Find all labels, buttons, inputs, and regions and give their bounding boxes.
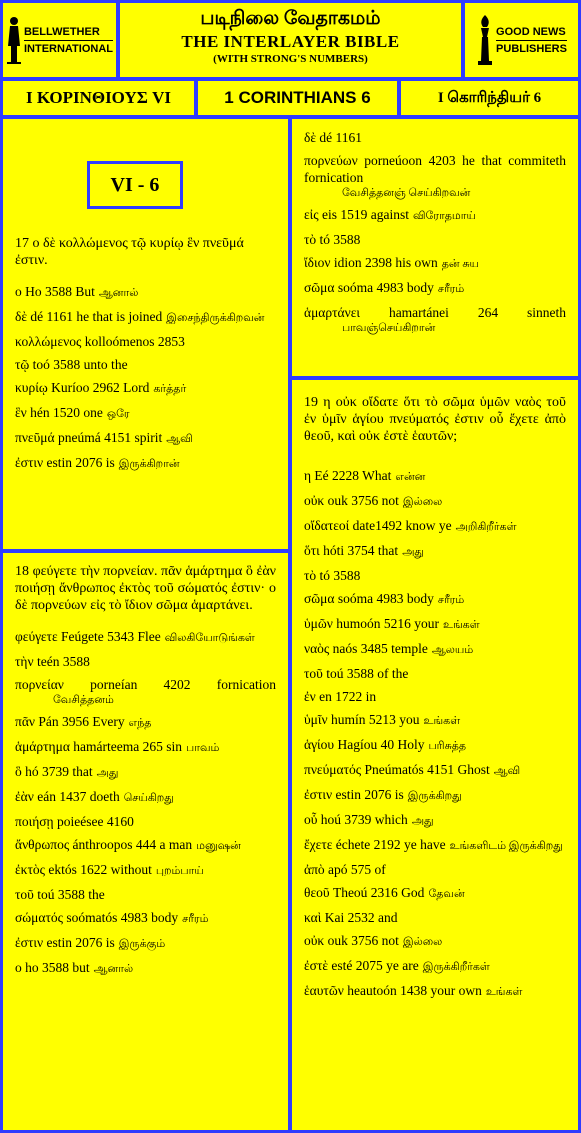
- word-gloss: οἴδατεοί date1492 know ye: [304, 518, 452, 533]
- word-tamil: ஆனால்: [93, 963, 134, 975]
- word-tamil: தன் சுய: [441, 258, 479, 270]
- word-entry: [15, 934, 276, 953]
- word-gloss: τοῦ toú 3588 of the: [304, 666, 409, 681]
- word-gloss: σῶμα soóma 4983 body: [304, 280, 434, 295]
- word-gloss: ἐστιν estin 2076 is: [15, 455, 115, 470]
- word-tamil: விலகியோடுங்கள்: [164, 632, 255, 644]
- word-entry: [15, 676, 276, 707]
- tab-tamil: [401, 81, 578, 115]
- word-gloss: πᾶν Pán 3956 Every: [15, 714, 125, 729]
- tab-english: [198, 81, 397, 115]
- word-entry: [304, 231, 566, 248]
- word-tamil: விரோதமாய்: [413, 210, 476, 222]
- word-tamil: எந்த: [128, 717, 152, 729]
- figure-icon: [6, 16, 22, 64]
- logo-text-top: BELLWETHER: [24, 24, 113, 41]
- word-tamil: வேசித்தனம்: [53, 694, 114, 706]
- word-entry: [15, 308, 276, 327]
- word-gloss: σῶμα soóma 4983 body: [304, 591, 434, 606]
- word-gloss: σώματός soómatós 4983 body: [15, 910, 179, 925]
- word-entry: [304, 811, 566, 830]
- tab-tamil-label: I கொரிந்தியர் 6: [437, 89, 542, 106]
- word-gloss: τὴν teén 3588: [15, 654, 90, 669]
- word-entry: [304, 615, 566, 634]
- word-gloss: ἐν en 1722 in: [304, 689, 377, 704]
- word-tamil: உங்கள்: [443, 619, 480, 631]
- word-gloss: ναὸς naós 3485 temple: [304, 641, 428, 656]
- word-tamil: ஆவி: [493, 765, 521, 777]
- word-tamil: வேசித்தனஞ் செய்கிறவன்: [342, 187, 471, 199]
- word-gloss: κυρίῳ Kuríoo 2962 Lord: [15, 380, 150, 395]
- title-tamil: படிநிலை வேதாகமம்: [200, 8, 381, 29]
- word-tamil: அது: [402, 546, 424, 558]
- word-entry: [304, 304, 566, 335]
- word-entry: [304, 567, 566, 584]
- word-gloss: ἓν hén 1520 one: [15, 405, 103, 420]
- word-tamil: தேவன்: [428, 888, 465, 900]
- word-entry: [304, 517, 566, 536]
- word-tamil: செய்கிறது: [123, 792, 174, 804]
- word-gloss: ἐστιν estin 2076 is: [15, 935, 115, 950]
- word-gloss: κολλώμενος kolloómenos 2853: [15, 334, 185, 349]
- word-gloss: θεοῦ Theoú 2316 God: [304, 885, 425, 900]
- word-entry: [304, 836, 566, 855]
- word-gloss: δὲ dé 1161: [304, 130, 363, 145]
- word-gloss: ὅτι hóti 3754 that: [304, 543, 399, 558]
- verse17-greek: 17 ο δὲ κολλώμενος τῷ κυρίῳ ἓν πνεῦμά ἐστιν.: [15, 236, 244, 268]
- word-tamil: இசைந்திருக்கிறவன்: [166, 312, 265, 324]
- word-tamil: பரிசுத்த: [428, 740, 467, 752]
- tab-greek-label: Ι ΚΟΡΙΝΘΙΟΥΣ VI: [25, 88, 171, 107]
- verse18-panel: [3, 553, 288, 1130]
- word-tamil: இருக்கிறது: [407, 790, 462, 802]
- word-gloss: ἔχετε échete 2192 ye have: [304, 837, 446, 852]
- word-gloss: οὐκ ouk 3756 not: [304, 933, 399, 948]
- word-entry: [15, 959, 276, 978]
- good-news-logo: [465, 3, 578, 77]
- word-entry: [304, 909, 566, 926]
- word-entry: [304, 152, 566, 200]
- word-gloss: ὑμῶν humoón 5216 your: [304, 616, 440, 631]
- verse19-greek: 19 η οὐκ οἴδατε ὅτι τὸ σῶμα ὑμῶν ναὸς τοῦ ἐν ὑμῖν ἁγίου πνεύματός ἐστιν οὗ ἔχετε ἀπὸ θεοῦ, καὶ οὐκ ἐστὲ ἑαυτῶν;: [304, 395, 566, 444]
- word-tamil: இருக்கும்: [118, 938, 166, 950]
- word-entry: [304, 932, 566, 951]
- word-gloss: ἁγίου Hagíou 40 Holy: [304, 737, 425, 752]
- word-entry: [15, 713, 276, 732]
- chapter-label: VI - 6: [87, 161, 183, 209]
- word-entry: [304, 640, 566, 659]
- word-entry: [304, 254, 566, 273]
- word-tamil: ஆலயம்: [431, 644, 474, 656]
- word-tamil: என்ன: [395, 471, 426, 483]
- word-gloss: πνεύματός Pneúmatós 4151 Ghost: [304, 762, 490, 777]
- word-entry: [15, 429, 276, 448]
- torch-icon: [476, 15, 494, 65]
- word-gloss: δὲ dé 1161 he that is joined: [15, 309, 163, 324]
- word-entry: [304, 688, 566, 705]
- word-tamil: சரீரம்: [437, 594, 465, 606]
- word-gloss: ἐστὲ esté 2075 ye are: [304, 958, 419, 973]
- word-entry: [15, 333, 276, 350]
- word-gloss: τῷ toó 3588 unto the: [15, 357, 128, 372]
- word-gloss: ἁμάρτημα hamárteema 265 sin: [15, 739, 183, 754]
- word-gloss: τὸ tó 3588: [304, 568, 361, 583]
- word-entry: [304, 711, 566, 730]
- word-gloss: τοῦ toú 3588 the: [15, 887, 105, 902]
- word-entry: [15, 886, 276, 903]
- word-entry: [15, 454, 276, 473]
- word-entry: [15, 738, 276, 757]
- word-tamil: ஆவி: [166, 433, 193, 445]
- verse18-cont-panel: [292, 119, 578, 376]
- word-entry: [304, 467, 566, 486]
- word-entry: [15, 283, 276, 302]
- word-entry: [304, 665, 566, 682]
- word-tamil: பாவம்: [186, 742, 220, 754]
- word-entry: [15, 404, 276, 423]
- word-tamil: அது: [411, 815, 434, 827]
- word-entry: [15, 653, 276, 670]
- word-tamil: அது: [96, 767, 119, 779]
- word-tamil: மனுஷன்: [196, 840, 241, 852]
- verse17-panel: [3, 119, 288, 549]
- verse19-panel: [292, 380, 578, 1130]
- word-gloss: πορνείαν porneían 4202 fornication: [15, 677, 276, 692]
- title-english: THE INTERLAYER BIBLE: [181, 32, 400, 51]
- logo-text-bottom: PUBLISHERS: [496, 42, 567, 55]
- bellwether-logo: [3, 3, 116, 77]
- word-gloss: οὐκ ouk 3756 not: [304, 493, 399, 508]
- word-gloss: οὗ hoú 3739 which: [304, 812, 408, 827]
- word-entry: [304, 279, 566, 298]
- word-entry: [15, 836, 276, 855]
- word-tamil: உங்கள்: [423, 715, 461, 727]
- word-entry: [15, 909, 276, 928]
- word-gloss: ο ho 3588 but: [15, 960, 90, 975]
- word-tamil: அறிகிறீர்கள்: [455, 521, 517, 533]
- word-tamil: கர்த்தர்: [153, 383, 187, 395]
- word-gloss: πορνεύων porneúoon 4203 he that commiteth fornication: [304, 153, 566, 185]
- word-gloss: ο Ho 3588 But: [15, 284, 95, 299]
- subtitle: (WITH STRONG'S NUMBERS): [213, 53, 368, 65]
- word-gloss: ὑμῖν humín 5213 you: [304, 712, 420, 727]
- word-entry: [304, 129, 566, 146]
- word-entry: [304, 206, 566, 225]
- word-entry: [304, 590, 566, 609]
- word-entry: [15, 861, 276, 880]
- word-gloss: ὃ hó 3739 that: [15, 764, 93, 779]
- word-tamil: இல்லை: [402, 496, 443, 508]
- word-gloss: η Eé 2228 What: [304, 468, 392, 483]
- word-gloss: ἄνθρωπος ánthroopos 444 a man: [15, 837, 193, 852]
- word-entry: [304, 736, 566, 755]
- word-tamil: உங்களிடம் இருக்கிறது: [449, 840, 563, 852]
- word-gloss: πνεῦμά pneúmá 4151 spirit: [15, 430, 163, 445]
- title-block: [120, 3, 461, 77]
- word-gloss: ἑαυτῶν heautoón 1438 your own: [304, 983, 482, 998]
- word-gloss: ποιήσῃ poieésee 4160: [15, 814, 134, 829]
- word-gloss: τὸ tó 3588: [304, 232, 361, 247]
- word-gloss: εἰς eis 1519 against: [304, 207, 410, 222]
- word-gloss: φεύγετε Feúgete 5343 Flee: [15, 629, 161, 644]
- word-tamil: உங்கள்: [485, 986, 523, 998]
- word-entry: [15, 628, 276, 647]
- verse18-greek: 18 φεύγετε τὴν πορνείαν. πᾶν ἁμάρτημα ὃ ἐὰν ποιήσῃ ἄνθρωπος ἐκτὸς τοῦ σώματός ἐστιν· ο δὲ πορνεύων εἰς τὸ ἴδιον σῶμα ἁμαρτάνει.: [15, 564, 276, 613]
- word-tamil: சரீரம்: [182, 913, 209, 925]
- tab-greek: [3, 81, 194, 115]
- word-entry: [304, 884, 566, 903]
- word-entry: [15, 788, 276, 807]
- word-entry: [304, 542, 566, 561]
- logo-text-top: GOOD NEWS: [496, 24, 567, 41]
- word-gloss: ἐκτὸς ektós 1622 without: [15, 862, 152, 877]
- word-gloss: ἐὰν eán 1437 doeth: [15, 789, 120, 804]
- word-tamil: பாவஞ்செய்கிறான்: [342, 322, 436, 334]
- word-entry: [304, 761, 566, 780]
- word-gloss: ἁμαρτάνει hamartánei 264 sinneth: [304, 305, 566, 320]
- word-tamil: ஒரே: [106, 408, 130, 420]
- word-entry: [15, 763, 276, 782]
- word-entry: [304, 957, 566, 976]
- word-entry: [15, 356, 276, 373]
- word-entry: [304, 982, 566, 1001]
- word-tamil: இருக்கிறீர்கள்: [422, 961, 490, 973]
- word-tamil: இல்லை: [402, 936, 443, 948]
- word-tamil: ஆனால்: [98, 287, 139, 299]
- word-entry: [15, 813, 276, 830]
- word-gloss: ἐστιν estin 2076 is: [304, 787, 404, 802]
- word-tamil: சரீரம்: [437, 283, 465, 295]
- word-tamil: புறம்பாய்: [155, 865, 204, 877]
- word-gloss: καὶ Kai 2532 and: [304, 910, 398, 925]
- logo-text-bottom: INTERNATIONAL: [23, 42, 113, 55]
- word-entry: [304, 492, 566, 511]
- word-entry: [304, 786, 566, 805]
- word-gloss: ἴδιον idion 2398 his own: [304, 255, 438, 270]
- word-gloss: ἀπὸ apó 575 of: [304, 862, 386, 877]
- word-entry: [15, 379, 276, 398]
- word-entry: [304, 861, 566, 878]
- word-tamil: இருக்கிறான்: [118, 458, 180, 470]
- tab-english-label: 1 CORINTHIANS 6: [224, 88, 371, 107]
